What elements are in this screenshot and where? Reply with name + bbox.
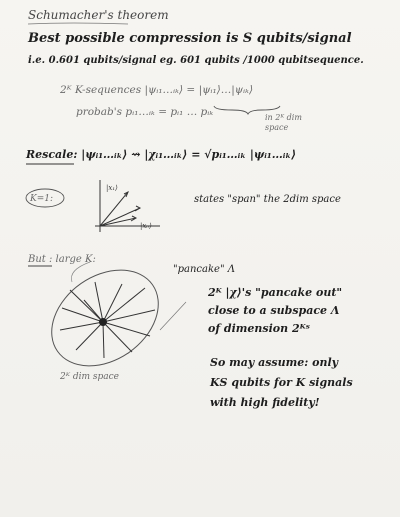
compression-statement: Best possible compression is S qubits/signal	[28, 31, 352, 46]
page-title: Schumacher's theorem	[28, 8, 169, 22]
dim-space-note: in 2ᴷ dim space	[265, 113, 302, 132]
pancake-note-2: close to a subspace Λ	[208, 304, 340, 317]
states-note: states "span" the 2dim space	[194, 194, 341, 205]
compression-example: i.e. 0.601 qubits/signal eg. 601 qubits /1000 qubitsequence.	[28, 55, 364, 66]
summary-line-3: with high fidelity!	[210, 396, 320, 409]
rescale-line: Rescale: |ψᵢ₁…ᵢₖ⟩ ⇝ |χᵢ₁…ᵢₖ⟩ = √pᵢ₁…ᵢₖ |ψᵢ₁…ᵢₖ⟩	[26, 148, 297, 161]
k-sequences-line: 2ᴷ K-sequences |ψᵢ₁…ᵢₖ⟩ = |ψᵢ₁⟩…|ψᵢₖ⟩	[60, 84, 254, 96]
k1-label: K=1:	[30, 194, 54, 204]
large-k-label: But : large K:	[28, 254, 96, 265]
pancake-label: "pancake" Λ	[173, 264, 235, 275]
probabilities-line: probab's pᵢ₁…ᵢₖ = pᵢ₁ … pᵢₖ	[76, 106, 214, 118]
axis-x0-label: |x₀⟩	[140, 222, 152, 230]
axis-x1-label: |x₁⟩	[106, 184, 118, 192]
summary-line-2: KS qubits for K signals	[210, 376, 353, 389]
pancake-diagram	[33, 250, 186, 385]
summary-line-1: So may assume: only	[210, 356, 339, 369]
title-underline	[28, 23, 128, 24]
dim-space-label: 2ᴷ dim space	[60, 372, 119, 382]
pancake-note-1: 2ᴷ |χ⟩'s "pancake out"	[208, 286, 343, 299]
pancake-note-3: of dimension 2ᴷˢ	[208, 322, 310, 335]
